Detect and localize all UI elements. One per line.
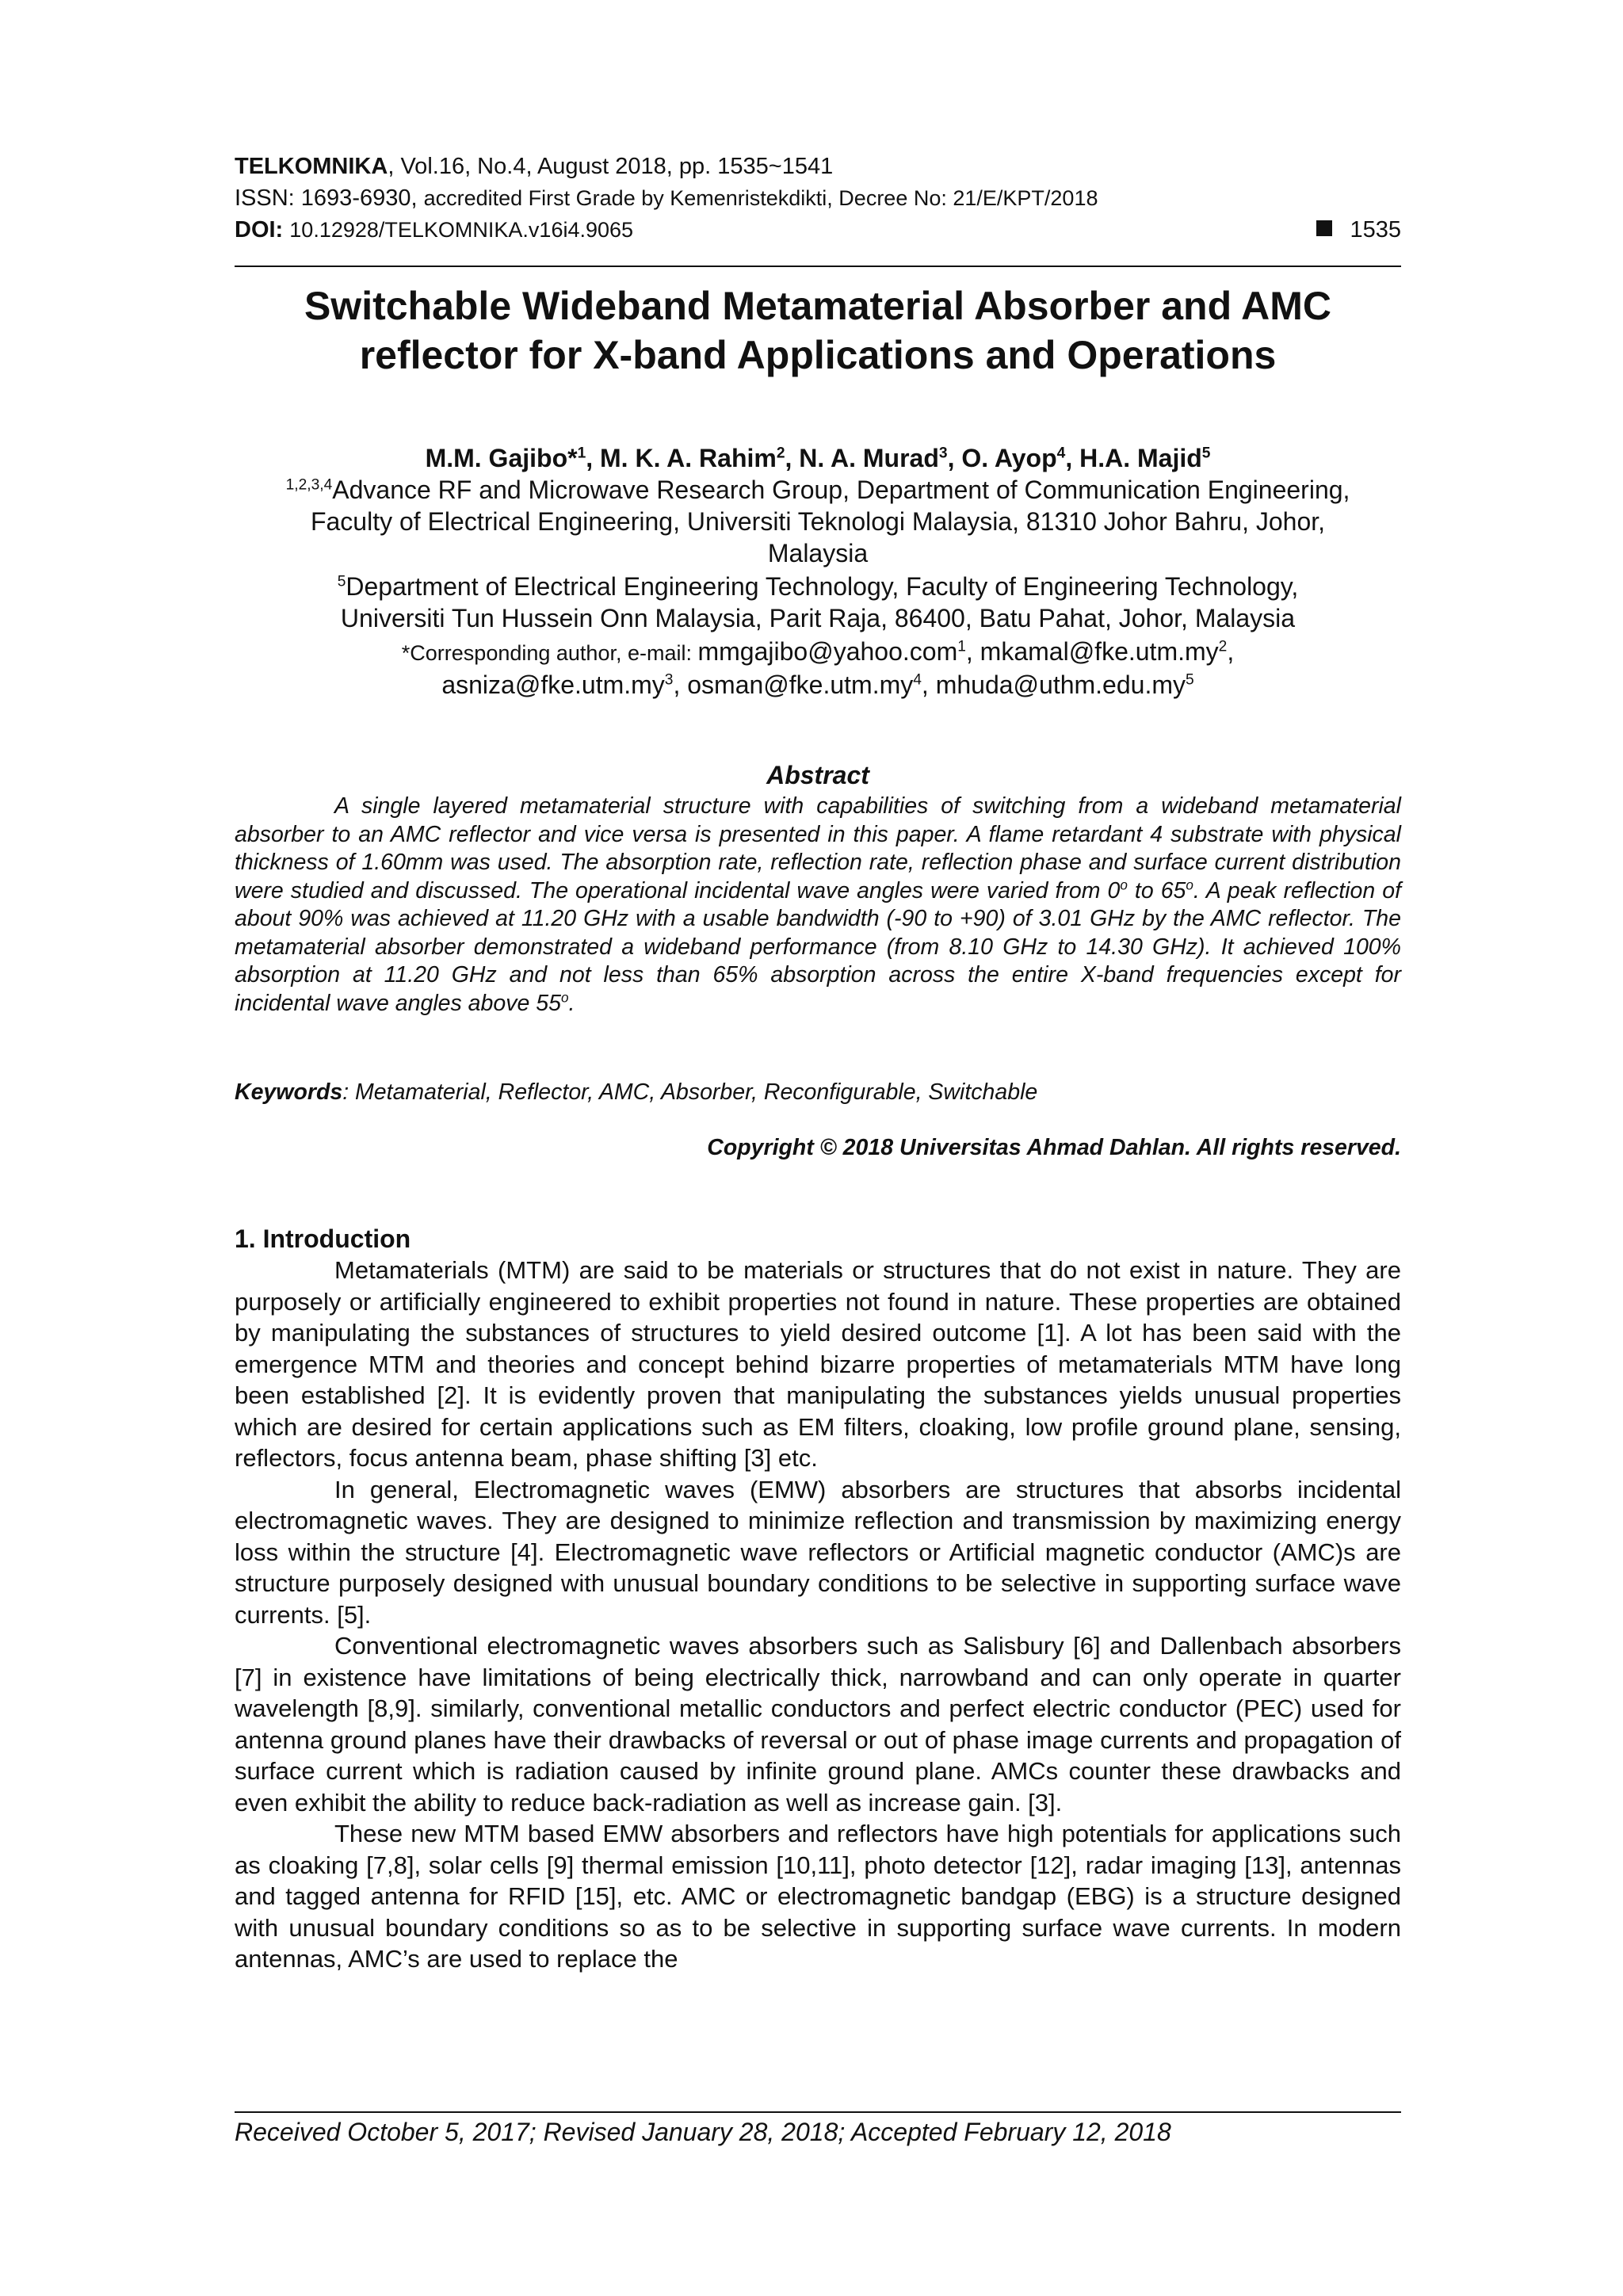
keywords-list: : Metamaterial, Reflector, AMC, Absorber, Reconfigurable, Switchable <box>342 1079 1038 1105</box>
received-dates: Received October 5, 2017; Revised January 28, 2018; Accepted February 12, 2018 <box>235 2118 1171 2146</box>
keywords-label: Keywords <box>235 1079 343 1105</box>
affiliation-1: $^{1,2,3,4}$Advance RF and Microwave Research Group, Department of Communication Engineering, Faculty of Electrical Engineering, Universiti Teknologi Malaysia, 81310 Johor Bahru, Johor, Malaysia <box>285 476 1350 567</box>
paper-title <box>235 281 1401 380</box>
title-line-1: Switchable Wideband Metamaterial Absorber and AMC <box>304 284 1332 328</box>
keywords <box>235 1078 1401 1106</box>
email-link[interactable]: mmgajibo@yahoo.com <box>697 637 958 666</box>
paragraph: These new MTM based EMW absorbers and reflectors have high potentials for applications such as cloaking [7,8], solar cells [9] thermal emission [10,11], photo detector [12], radar imaging [13], antennas and tagged antenna for RFID [15], etc. AMC or electromagnetic bandgap (EBG) is a structure designed with unusual boundary conditions so as to be selective in supporting surface wave currents. In modern antennas, AMC’s are used to replace the <box>235 1820 1401 1973</box>
corresponding-author-label: *Corresponding author, e-mail: <box>401 641 698 665</box>
email-link[interactable]: asniza@fke.utm.my <box>441 670 665 699</box>
author-list: M.M. Gajibo*$^1$, M. K. A. Rahim$^2$, N. A. Murad$^3$, O. Ayop$^4$, H.A. Majid$^5$ <box>425 444 1211 472</box>
paragraph: Metamaterials (MTM) are said to be materials or structures that do not exist in nature. They are purposely or artificially engineered to exhibit properties not found in nature. These properties are obtained by manipulating the substances of structures to yield desired outcome [1]. A lot has been said with the emergence MTM and theories and concept behind bizarre properties of metamaterials MTM have long been established [2]. It is evidently proven that manipulating the substances yields unusual properties which are desired for certain applications such as EM filters, cloaking, low profile ground plane, sensing, reflectors, focus antenna beam, phase shifting [3] etc. <box>235 1256 1401 1472</box>
title-line-2: reflector for X-band Applications and Operations <box>359 333 1277 377</box>
abstract-text: A single layered metamaterial structure with capabilities of switching from a wideband metamaterial absorber to an AMC reflector and vice versa is presented in this paper. A flame retardant 4 substrate with physical thickness of 1.60mm was used. The absorption rate, reflection rate, reflection phase and surface current distribution were studied and discussed. The operational incidental wave angles were varied from 0$^o$ to 65$^o$. A peak reflection of about 90% was achieved at 11.20 GHz with a usable bandwidth (-90 to +90) of 3.01 GHz by the AMC reflector. The metamaterial absorber demonstrated a wideband performance (from 8.10 GHz to 14.30 GHz). It achieved 100% absorption at 11.20 GHz and not less than 65% absorption across the entire X-band frequencies except for incidental wave angles above 55$^o$. <box>235 793 1401 1016</box>
email-link[interactable]: , osman@fke.utm.my <box>673 670 914 699</box>
journal-citation-line <box>235 152 1401 181</box>
footer-divider <box>235 2111 1401 2113</box>
issn-line <box>235 184 1401 212</box>
email-link[interactable]: , mhuda@uthm.edu.my <box>921 670 1186 699</box>
introduction-body <box>235 1255 1401 1975</box>
square-bullet-icon <box>1316 220 1332 236</box>
corresponding-emails: *Corresponding author, e-mail: mmgajibo@yahoo.com$^1$, $mkamal@fke.utm.my^2$, $asniza@fke.utm.my^3$, $osman@fke.utm.my^4$, $mhuda@uthm.edu.my^5$ <box>401 637 1235 699</box>
issn-label: ISSN: 1693-6930, <box>235 185 424 211</box>
email-link[interactable]: , mkamal@fke.utm.my <box>965 637 1219 666</box>
copyright-notice: Copyright © 2018 Universitas Ahmad Dahlan. All rights reserved. <box>707 1135 1401 1160</box>
affiliation-2: $^5$Department of Electrical Engineering Technology, Faculty of Engineering Technology, Universiti Tun Hussein Onn Malaysia, Parit Raja, 86400, Batu Pahat, Johor, Malaysia <box>337 572 1299 632</box>
doi-label: DOI: <box>235 217 290 243</box>
header-divider <box>235 266 1401 267</box>
paragraph: Conventional electromagnetic waves absorbers such as Salisbury [6] and Dallenbach absorbers [7] in existence have limitations of being electrically thick, narrowband and can only operate in quarter wavelength [8,9]. similarly, conventional metallic conductors and perfect electric conductor (PEC) used for antenna ground planes have their drawbacks of reversal or out of phase image currents and propagation of surface current which is radiation caused by infinite ground plane. AMCs counter these drawbacks and even exhibit the ability to reduce back-radiation as well as increase gain. [3]. <box>235 1632 1401 1817</box>
journal-volume: , Vol.16, No.4, August 2018, pp. 1535~1541 <box>388 154 834 179</box>
page-number: 1535 <box>1316 216 1401 244</box>
issn-accreditation: accredited First Grade by Kemenristekdikti, Decree No: 21/E/KPT/2018 <box>423 186 1098 210</box>
paragraph: In general, Electromagnetic waves (EMW) absorbers are structures that absorbs incidental electromagnetic waves. They are designed to minimize reflection and transmission by maximizing energy loss within the structure [4]. Electromagnetic wave reflectors or Artificial magnetic conductor (AMC)s are structure purposely designed with unusual boundary conditions to be selective in supporting surface wave currents. [5]. <box>235 1475 1401 1629</box>
doi-link[interactable]: 10.12928/TELKOMNIKA.v16i4.9065 <box>289 218 634 242</box>
section-heading-introduction: 1. Introduction <box>235 1224 411 1253</box>
abstract-heading: Abstract <box>766 761 869 789</box>
doi-line <box>235 216 1401 244</box>
journal-name: TELKOMNIKA <box>235 154 388 179</box>
